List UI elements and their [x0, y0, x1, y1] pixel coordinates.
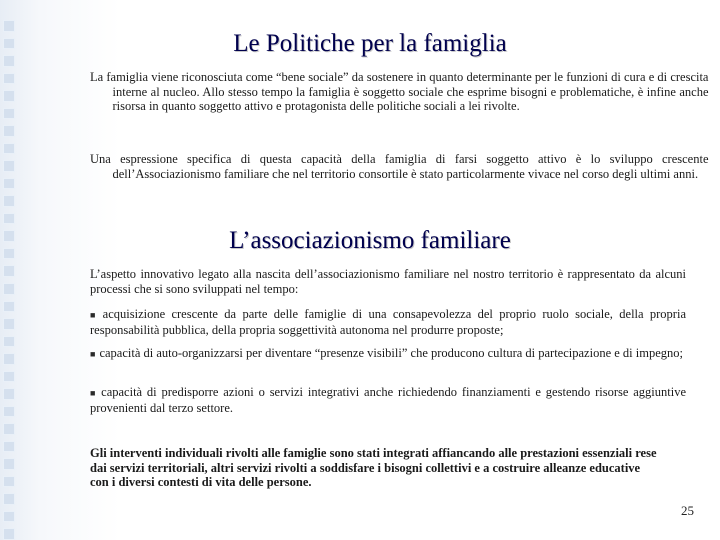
- decorative-square: [3, 283, 15, 295]
- decorative-square: [3, 90, 15, 102]
- decorative-square: [3, 423, 15, 435]
- decorative-square: [3, 353, 15, 365]
- decorative-side-strip: [3, 20, 19, 540]
- decorative-square: [3, 20, 15, 32]
- bullet-text: capacità di auto-organizzarsi per diventare “presenze visibili” che producono cultura di partecipazione e di impegno;: [99, 346, 683, 360]
- decorative-square: [3, 318, 15, 330]
- decorative-square: [3, 371, 15, 383]
- bullet-marker-icon: ■: [90, 388, 98, 398]
- decorative-square: [3, 511, 15, 523]
- section-intro-paragraph: L’aspetto innovativo legato alla nascita dell’associazionismo familiare nel nostro territorio è rappresentato da alcuni processi che si sono sviluppati nel tempo:: [90, 267, 686, 296]
- second-paragraph: Una espressione specifica di questa capacità della famiglia di farsi soggetto attivo è lo sviluppo crescente dell’Associazionismo familiare che nel territorio consortile è stato particolarmente vivace nel corso degli ultimi anni.: [90, 152, 709, 181]
- decorative-square: [3, 143, 15, 155]
- intro-paragraph: La famiglia viene riconosciuta come “bene sociale” da sostenere in quanto determinante per le funzioni di cura e di crescita interne al nucleo. Allo stesso tempo la famiglia è soggetto sociale che esprime bisogni e problematiche, è infine anche risorsa in quanto soggetto attivo e protagonista delle politiche sociali a lei rivolte.: [90, 70, 709, 113]
- decorative-square: [3, 458, 15, 470]
- decorative-square: [3, 108, 15, 120]
- decorative-square: [3, 248, 15, 260]
- decorative-square: [3, 195, 15, 207]
- decorative-square: [3, 73, 15, 85]
- main-title: Le Politiche per la famiglia: [233, 30, 507, 57]
- bullet-text: acquisizione crescente da parte delle famiglie di una consapevolezza del proprio ruolo sociale, della propria responsabilità pubblica, della propria soggettività autonoma nel produrre proposte;: [90, 307, 686, 337]
- page-number: 25: [681, 503, 694, 518]
- decorative-square: [3, 265, 15, 277]
- decorative-square: [3, 528, 15, 540]
- section-title: L’associazionismo familiare: [229, 227, 511, 254]
- decorative-square: [3, 336, 15, 348]
- decorative-square: [3, 38, 15, 50]
- bullet-item: [90, 385, 686, 415]
- decorative-square: [3, 406, 15, 418]
- decorative-square: [3, 178, 15, 190]
- decorative-square: [3, 476, 15, 488]
- decorative-square: [3, 301, 15, 313]
- decorative-square: [3, 55, 15, 67]
- decorative-square: [3, 160, 15, 172]
- bullet-text: capacità di predisporre azioni o servizi integrativi anche richiedendo finanziamenti e gestendo risorse aggiuntive provenienti dal terzo settore.: [90, 385, 686, 415]
- decorative-square: [3, 441, 15, 453]
- bullet-marker-icon: ■: [90, 349, 96, 359]
- conclusion-paragraph: Gli interventi individuali rivolti alle famiglie sono stati integrati affiancando alle prestazioni essenziali rese dai servizi territoriali, altri servizi rivolti a soddisfare i bisogni collettivi e a costruire alleanze educative con i diversi contesti di vita delle persone.: [90, 446, 657, 489]
- decorative-square: [3, 388, 15, 400]
- bullet-marker-icon: ■: [90, 310, 99, 320]
- decorative-square: [3, 230, 15, 242]
- decorative-square: [3, 125, 15, 137]
- bullet-item: [90, 346, 686, 362]
- decorative-square: [3, 213, 15, 225]
- decorative-square: [3, 493, 15, 505]
- bullet-item: [90, 307, 686, 337]
